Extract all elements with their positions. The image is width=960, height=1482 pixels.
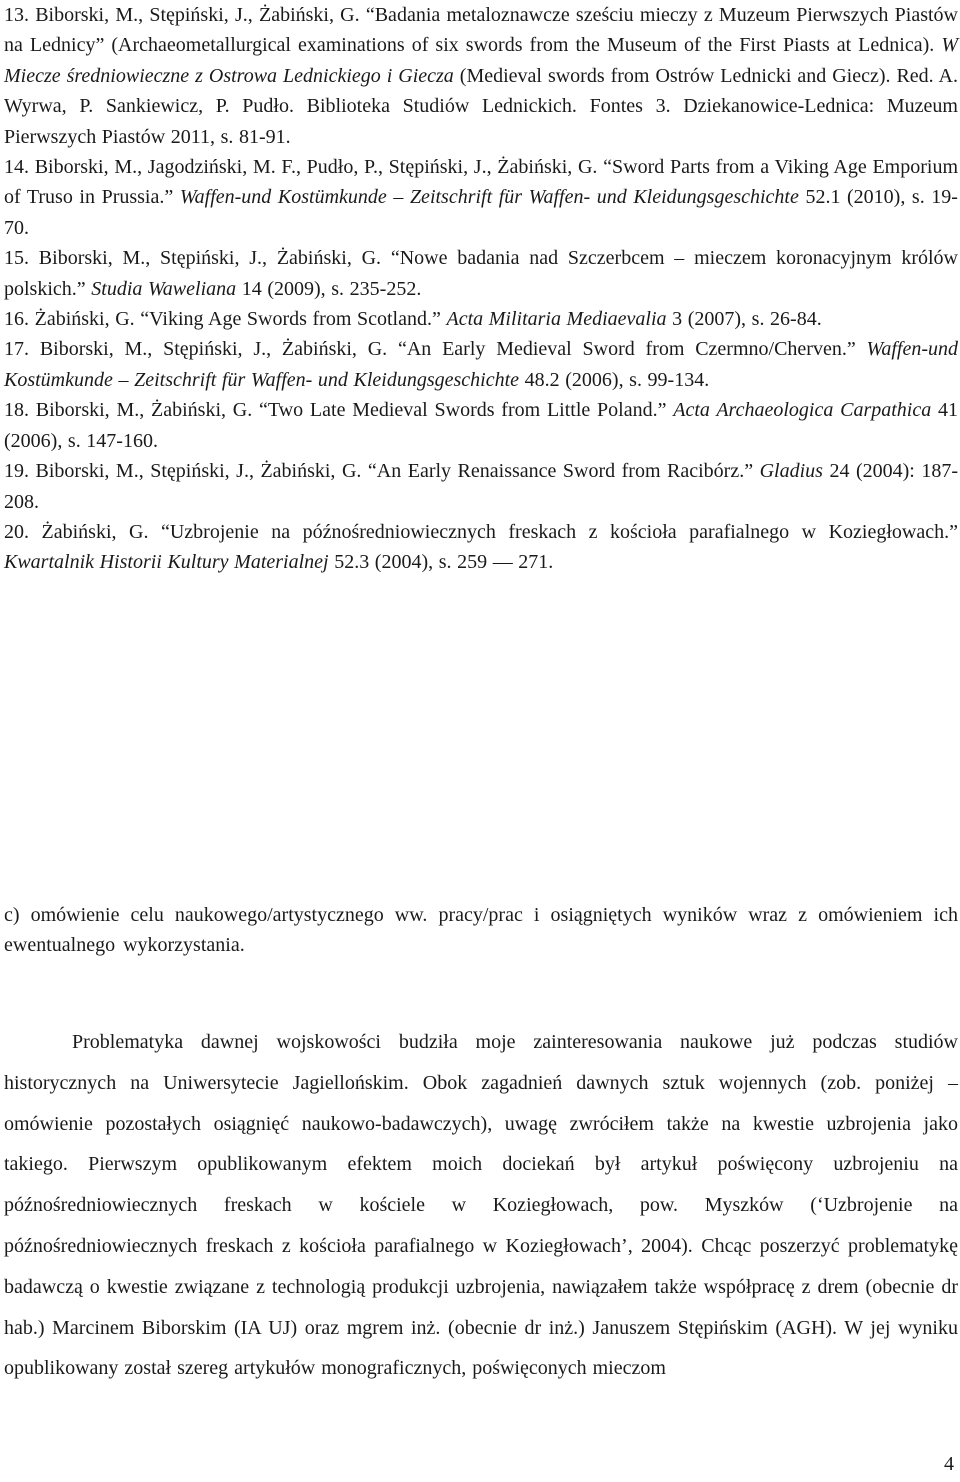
section-heading: c) omówienie celu naukowego/artystycznego ww. pracy/prac i osiągniętych wyników wraz z omówieniem ich ewentualnego wykorzystania.	[4, 904, 958, 956]
page-number: 4	[944, 1453, 954, 1475]
reference-venue: Kwartalnik Historii Kultury Materialnej	[4, 551, 329, 574]
reference-item	[4, 0, 958, 152]
reference-details: 48.2 (2006), s. 99-134.	[524, 368, 710, 391]
reference-title: “Viking Age Swords from Scotland.”	[140, 308, 441, 331]
reference-title: “Uzbrojenie na późnośredniowiecznych freskach z kościoła parafialnego w Koziegłowach.”	[160, 520, 958, 543]
reference-item	[4, 152, 958, 243]
reference-authors: Biborski, M., Żabiński, G.	[35, 399, 253, 422]
reference-item	[4, 395, 958, 456]
reference-title: “Badania metaloznawcze sześciu mieczy z Muzeum Pierwszych Piastów na Lednicy” (Archaeometallurgical examinations of six swords from the Museum of the First Piasts at Lednica).	[4, 4, 958, 57]
reference-number: 16.	[4, 308, 29, 331]
reference-venue: Gladius	[759, 460, 823, 483]
reference-item	[4, 334, 958, 395]
reference-venue: Waffen-und Kostümkunde – Zeitschrift für Waffen- und Kleidungsgeschichte	[4, 338, 959, 391]
reference-title: “An Early Medieval Sword from Czermno/Cherven.”	[397, 338, 856, 361]
reference-item	[4, 517, 958, 578]
reference-venue: Acta Militaria Mediaevalia	[446, 308, 667, 331]
reference-title: “Sword Parts from a Viking Age Emporium of Truso in Prussia.”	[4, 156, 958, 209]
reference-title: “Two Late Medieval Swords from Little Poland.”	[259, 399, 667, 422]
reference-item	[4, 243, 958, 304]
reference-authors: Biborski, M., Stępiński, J., Żabiński, G.	[39, 338, 388, 361]
reference-venue: Acta Archaeologica Carpathica	[673, 399, 932, 422]
reference-authors: Biborski, M., Stępiński, J., Żabiński, G.	[35, 4, 360, 26]
reference-number: 19.	[4, 460, 29, 483]
reference-item	[4, 304, 958, 334]
reference-authors: Biborski, M., Stępiński, J., Żabiński, G.	[38, 247, 382, 270]
reference-list	[4, 0, 958, 578]
reference-details: (Medieval swords from Ostrów Lednicki and Giecz). Red. A. Wyrwa, P. Sankiewicz, P. Pudło. Biblioteka Studiów Lednickich. Fontes 3. Dziekanowice-Lednica: Muzeum Pierwszych Piastów 2011, s. 81-91.	[4, 64, 958, 148]
reference-number: 14.	[4, 156, 29, 179]
reference-authors: Żabiński, G.	[34, 308, 135, 331]
reference-item	[4, 456, 958, 517]
reference-number: 18.	[4, 399, 29, 422]
body-paragraph: Problematyka dawnej wojskowości budziła moje zainteresowania naukowe już podczas studiów historycznych na Uniwersytecie Jagiellońskim. Obok zagadnień dawnych sztuk wojennych (zob. poniżej – omówienie pozostałych osiągnięć naukowo-badawczych), uwagę zwróciłem także na kwestie uzbrojenia jako takiego. Pierwszym opublikowanym efektem moich dociekań był artykuł poświęcony uzbrojeniu na późnośredniowiecznych freskach w kościele w Koziegłowach, pow. Myszków (‘Uzbrojenie na późnośredniowiecznych freskach z kościoła parafialnego w Koziegłowach’, 2004). Chcąc poszerzyć problematykę badawczą o kwestie związane z technologią produkcji uzbrojenia, nawiązałem także współpracę z drem (obecnie dr hab.) Marcinem Biborskim (IA UJ) oraz mgrem inż. (obecnie dr inż.) Januszem Stępińskim (AGH). W jej wyniku opublikowany został szereg artykułów monograficznych, poświęconych mieczom	[4, 1031, 958, 1380]
reference-venue: W Miecze średniowieczne z Ostrowa Lednickiego i Giecza	[4, 34, 958, 87]
reference-title: “Nowe badania nad Szczerbcem – mieczem koronacyjnym królów polskich.”	[4, 247, 959, 300]
reference-authors: Biborski, M., Stępiński, J., Żabiński, G.	[35, 460, 362, 483]
reference-details: 24 (2004): 187-208.	[4, 460, 958, 513]
reference-title: “An Early Renaissance Sword from Racibórz.”	[367, 460, 754, 483]
reference-venue: Studia Waweliana	[91, 277, 237, 300]
reference-authors: Biborski, M., Jagodziński, M. F., Pudło, P., Stępiński, J., Żabiński, G.	[34, 156, 598, 179]
reference-number: 20.	[4, 520, 29, 543]
reference-number: 13.	[4, 4, 29, 26]
reference-details: 52.1 (2010), s. 19-70.	[4, 186, 958, 239]
reference-details: 41 (2006), s. 147-160.	[4, 399, 958, 452]
reference-venue: Waffen-und Kostümkunde – Zeitschrift für Waffen- und Kleidungsgeschichte	[179, 186, 799, 209]
reference-authors: Żabiński, G.	[41, 520, 149, 543]
reference-details: 14 (2009), s. 235-252.	[241, 277, 422, 300]
reference-number: 17.	[4, 338, 29, 361]
reference-number: 15.	[4, 247, 29, 270]
reference-details: 3 (2007), s. 26-84.	[672, 308, 822, 331]
reference-details: 52.3 (2004), s. 259 — 271.	[334, 551, 554, 574]
